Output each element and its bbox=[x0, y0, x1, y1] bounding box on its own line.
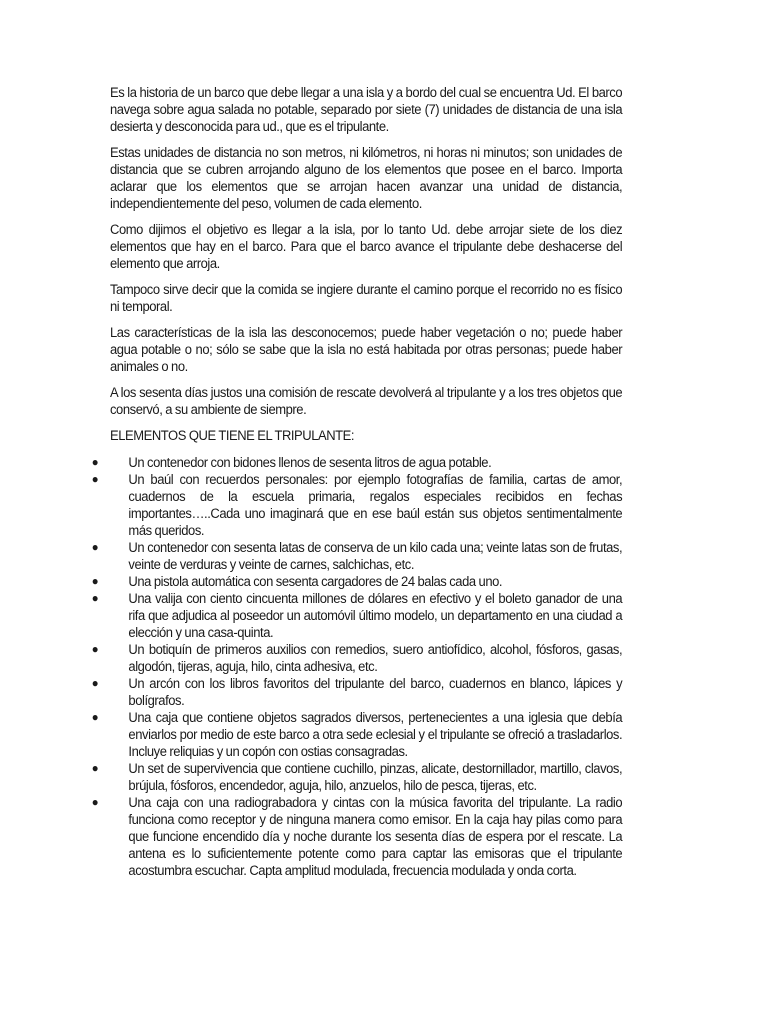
list-item bbox=[91, 641, 623, 675]
list-item-text: Un contenedor con sesenta latas de conserva de un kilo cada una; veinte latas son de frutas, veinte de verduras y veinte de carnes, salchichas, etc. bbox=[128, 540, 623, 572]
food-note-paragraph: Tampoco sirve decir que la comida se ingiere durante el camino porque el recorrido no es físico ni temporal. bbox=[110, 282, 623, 314]
list-item-text: Una pistola automática con sesenta cargadores de 24 balas cada uno. bbox=[128, 574, 503, 589]
list-item-text: Una valija con ciento cincuenta millones de dólares en efectivo y el boleto ganador de una rifa que adjudica al poseedor un automóvil último modelo, un departamento en una ciudad a elección y una casa-quinta. bbox=[128, 591, 623, 640]
list-item bbox=[91, 454, 622, 471]
bullet-icon: ● bbox=[91, 676, 99, 690]
list-item-text: Una caja que contiene objetos sagrados diversos, pertenecientes a una iglesia que debía enviarlos por medio de este barco a otra sede eclesial y el tripulante se ofreció a trasladarlos. Incluye reliquias y un copón con ostias consagradas. bbox=[128, 710, 623, 759]
list-item bbox=[91, 675, 623, 709]
list-item bbox=[91, 709, 623, 760]
elements-list bbox=[91, 454, 623, 879]
bullet-icon: ● bbox=[91, 795, 99, 809]
distance-units-paragraph: Estas unidades de distancia no son metros, ni kilómetros, ni horas ni minutos; son unidades de distancia que se cubren arrojando alguno de los elementos que posee en el barco. Importa aclarar que los elementos que se arrojan hacen avanzar una unidad de distancia, independientemente del peso, volumen de cada elemento. bbox=[110, 145, 623, 211]
bullet-icon: ● bbox=[91, 472, 99, 486]
bullet-icon: ● bbox=[91, 591, 99, 605]
list-item bbox=[91, 573, 622, 590]
list-item-text: Un contenedor con bidones llenos de sesenta litros de agua potable. bbox=[128, 455, 492, 470]
list-item-text: Un set de supervivencia que contiene cuchillo, pinzas, alicate, destornillador, martillo, clavos, brújula, fósforos, encendedor, aguja, hilo, anzuelos, hilo de pesca, tijeras, etc. bbox=[128, 761, 623, 793]
document-page bbox=[91, 84, 623, 879]
list-heading: ELEMENTOS QUE TIENE EL TRIPULANTE: bbox=[110, 428, 355, 443]
list-item bbox=[91, 794, 623, 879]
list-item bbox=[91, 471, 623, 539]
bullet-icon: ● bbox=[91, 761, 99, 775]
bullet-icon: ● bbox=[91, 574, 99, 588]
bullet-icon: ● bbox=[91, 540, 99, 554]
island-characteristics-paragraph: Las características de la isla las desconocemos; puede haber vegetación o no; puede haber agua potable o no; sólo se sabe que la isla no está habitada por otras personas; puede haber animales o no. bbox=[110, 325, 623, 374]
list-item bbox=[91, 590, 623, 641]
list-item bbox=[91, 760, 623, 794]
objective-paragraph: Como dijimos el objetivo es llegar a la isla, por lo tanto Ud. debe arrojar siete de los diez elementos que hay en el barco. Para que el barco avance el tripulante debe deshacerse del elemento que arroja. bbox=[110, 222, 623, 271]
list-item-text: Un arcón con los libros favoritos del tripulante del barco, cuadernos en blanco, lápices y bolígrafos. bbox=[128, 676, 623, 708]
bullet-icon: ● bbox=[91, 710, 99, 724]
bullet-icon: ● bbox=[91, 642, 99, 656]
list-item-text: Un baúl con recuerdos personales: por ejemplo fotografías de familia, cartas de amor, cuadernos de la escuela primaria, regalos especiales recibidos en fechas importantes…..Cada uno imaginará que en ese baúl están sus objetos sentimentalmente más queridos. bbox=[128, 472, 623, 538]
intro-paragraph: Es la historia de un barco que debe llegar a una isla y a bordo del cual se encuentra Ud. El barco navega sobre agua salada no potable, separado por siete (7) unidades de distancia de una isla desierta y desconocida para ud., que es el tripulante. bbox=[110, 85, 623, 134]
list-item-text: Una caja con una radiograbadora y cintas con la música favorita del tripulante. La radio funciona como receptor y de ninguna manera como emisor. En la caja hay pilas como para que funcione encendido día y noche durante los sesenta días de espera por el rescate. La antena es lo suficientemente potente como para captar las emisoras que el tripulante acostumbra escuchar. Capta amplitud modulada, frecuencia modulada y onda corta. bbox=[128, 795, 623, 878]
list-item-text: Un botiquín de primeros auxilios con remedios, suero antiofídico, alcohol, fósforos, gasas, algodón, tijeras, aguja, hilo, cinta adhesiva, etc. bbox=[128, 642, 623, 674]
list-item bbox=[91, 539, 623, 573]
rescue-paragraph: A los sesenta días justos una comisión de rescate devolverá al tripulante y a los tres objetos que conservó, a su ambiente de siempre. bbox=[110, 385, 623, 417]
bullet-icon: ● bbox=[91, 455, 99, 469]
